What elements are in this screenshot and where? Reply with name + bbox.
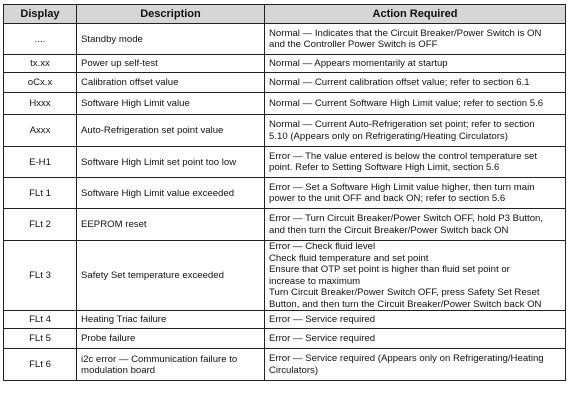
display-codes-table xyxy=(3,4,566,381)
action-required-cell xyxy=(265,55,566,73)
table-body xyxy=(4,24,566,381)
action-required-cell xyxy=(265,73,566,93)
description-cell: Software High Limit value exceeded xyxy=(77,178,265,209)
action-required-cell xyxy=(265,115,566,147)
action-line: and the Controller Power Switch is OFF xyxy=(269,39,438,50)
action-line: Error — Check fluid level xyxy=(269,241,376,252)
description-cell: Auto-Refrigeration set point value xyxy=(77,115,265,147)
description-cell: Software High Limit value xyxy=(77,93,265,115)
description-cell: Safety Set temperature exceeded xyxy=(77,241,265,311)
action-line: Normal — Indicates that the Circuit Breaker/Power Switch is ON xyxy=(269,27,542,39)
action-line: Button, and then turn the Circuit Breaker/Power Switch back ON xyxy=(269,298,542,310)
action-line: Error — Service required xyxy=(269,313,376,325)
action-required-cell xyxy=(265,209,566,241)
action-required-cell xyxy=(265,329,566,349)
description-cell: Probe failure xyxy=(77,329,265,349)
action-line: point. Refer to Setting Software High Limit, section 5.6 xyxy=(269,162,500,173)
description-cell: Standby mode xyxy=(77,24,265,55)
action-required-cell xyxy=(265,93,566,115)
display-code-cell: FLt 5 xyxy=(4,329,77,349)
header-display: Display xyxy=(4,5,77,24)
display-code-cell: oCx.x xyxy=(4,73,77,93)
action-required-cell xyxy=(265,24,566,55)
action-line: Normal — Current Software High Limit value; refer to section 5.6 xyxy=(269,97,544,109)
action-line: Normal — Appears momentarily at startup xyxy=(269,57,448,69)
description-cell: Calibration offset value xyxy=(77,73,265,93)
description-line: i2c error — Communication failure to xyxy=(81,353,238,365)
table-row xyxy=(4,147,566,178)
table-row xyxy=(4,329,566,349)
table-row xyxy=(4,73,566,93)
table-row xyxy=(4,209,566,241)
action-required-cell xyxy=(265,178,566,209)
display-code-cell: FLt 3 xyxy=(4,241,77,311)
action-line: Normal — Current calibration offset value; refer to section 6.1 xyxy=(269,76,530,88)
action-line: Error — The value entered is below the control temperature set xyxy=(269,150,538,162)
action-required-cell xyxy=(265,147,566,178)
display-code-cell: FLt 4 xyxy=(4,311,77,329)
description-line: modulation board xyxy=(81,364,156,376)
action-line: Circulators) xyxy=(269,364,319,376)
description-cell xyxy=(77,349,265,381)
display-code-cell: Hxxx xyxy=(4,93,77,115)
action-required-cell xyxy=(265,311,566,329)
action-line: power to the unit OFF and back ON; refer to section 5.6 xyxy=(269,193,506,204)
table-row xyxy=(4,93,566,115)
display-code-cell: FLt 1 xyxy=(4,178,77,209)
action-line: Ensure that OTP set point is higher than fluid set point or xyxy=(269,264,510,275)
action-line: 5.10 (Appears only on Refrigerating/Heating Circulators) xyxy=(269,130,508,142)
action-line: Turn Circuit Breaker/Power Switch OFF, press Safety Set Reset xyxy=(269,287,540,298)
action-line: Error — Service required (Appears only on Refrigerating/Heating xyxy=(269,353,544,364)
table-row xyxy=(4,311,566,329)
action-line: Check fluid temperature and set point xyxy=(269,252,429,264)
description-cell: Heating Triac failure xyxy=(77,311,265,329)
display-code-cell: .... xyxy=(4,24,77,55)
table-row xyxy=(4,178,566,209)
description-cell: Software High Limit set point too low xyxy=(77,147,265,178)
table-row xyxy=(4,55,566,73)
display-code-cell: E-H1 xyxy=(4,147,77,178)
action-required-cell xyxy=(265,241,566,311)
action-line: Error — Service required xyxy=(269,332,376,344)
action-line: Error — Turn Circuit Breaker/Power Switch OFF, hold P3 Button, xyxy=(269,213,544,224)
table-row xyxy=(4,115,566,147)
action-line: Error — Set a Software High Limit value higher, then turn main xyxy=(269,181,535,193)
action-line: increase to maximum xyxy=(269,275,361,287)
action-line: Normal — Current Auto-Refrigeration set point; refer to section xyxy=(269,119,535,130)
display-code-cell: FLt 6 xyxy=(4,349,77,381)
error-code-table-container xyxy=(3,4,566,381)
description-cell: EEPROM reset xyxy=(77,209,265,241)
table-row xyxy=(4,349,566,381)
table-header-row xyxy=(4,5,566,24)
display-code-cell: Axxx xyxy=(4,115,77,147)
description-cell: Power up self-test xyxy=(77,55,265,73)
table-row xyxy=(4,24,566,55)
header-description: Description xyxy=(77,5,265,24)
action-required-cell xyxy=(265,349,566,381)
header-action-required: Action Required xyxy=(265,5,566,24)
display-code-cell: FLt 2 xyxy=(4,209,77,241)
display-code-cell: tx.xx xyxy=(4,55,77,73)
table-row xyxy=(4,241,566,311)
action-line: and then turn the Circuit Breaker/Power Switch back ON xyxy=(269,224,509,236)
